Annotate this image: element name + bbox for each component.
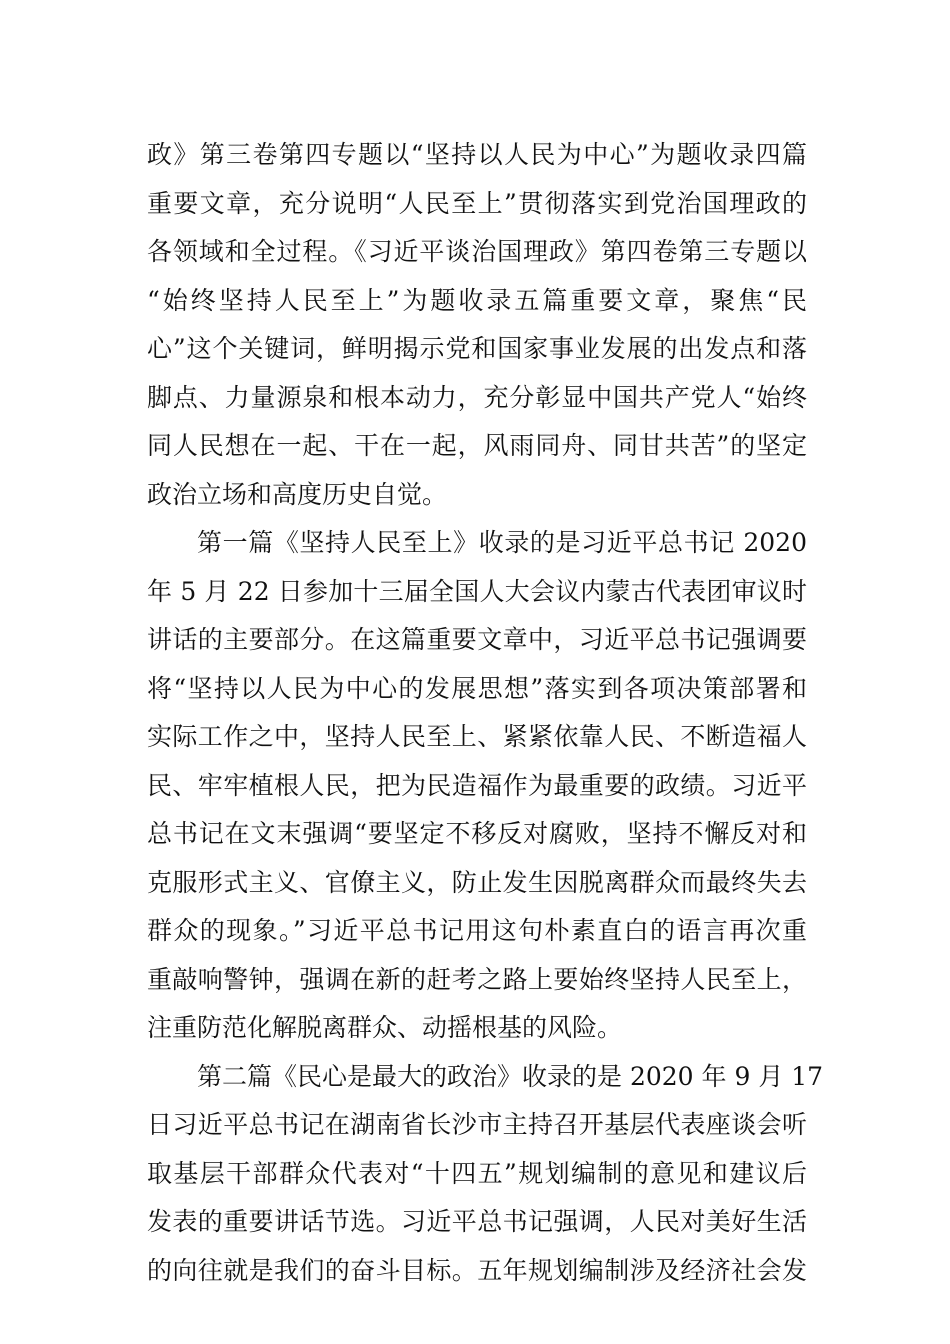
text-line: 发表的重要讲话节选。习近平总书记强调，人民对美好生活	[147, 1207, 807, 1236]
text-line: 总书记在文末强调“要坚定不移反对腐败，坚持不懈反对和	[147, 819, 807, 848]
text-line: 重敲响警钟，强调在新的赶考之路上要始终坚持人民至上，	[147, 964, 807, 994]
text-line: 取基层干部群众代表对“十四五”规划编制的意见和建议后	[147, 1158, 807, 1188]
paragraph-first-line: 第二篇《民心是最大的政治》收录的是 2020 年 9 月 17	[197, 1061, 824, 1091]
text-line: 脚点、力量源泉和根本动力，充分彰显中国共产党人“始终	[147, 382, 807, 412]
text-line: 讲话的主要部分。在这篇重要文章中，习近平总书记强调要	[147, 625, 807, 654]
text-line: 心”这个关键词，鲜明揭示党和国家事业发展的出发点和落	[147, 334, 807, 363]
document-body	[147, 131, 824, 1295]
text-line: 注重防范化解脱离群众、动摇根基的风险。	[147, 1013, 623, 1042]
paragraph-first-line: 第一篇《坚持人民至上》收录的是习近平总书记 2020	[197, 528, 807, 557]
text-line: 各领域和全过程。《习近平谈治国理政》第四卷第三专题以	[147, 237, 807, 266]
text-line: 民、牢牢植根人民，把为民造福作为最重要的政绩。习近平	[147, 770, 807, 800]
text-line: 日习近平总书记在湖南省长沙市主持召开基层代表座谈会听	[147, 1110, 807, 1139]
text-line: 将“坚持以人民为中心的发展思想”落实到各项决策部署和	[147, 673, 807, 703]
text-line: 同人民想在一起、干在一起，风雨同舟、同甘共苦”的坚定	[147, 431, 807, 460]
text-line: 政治立场和高度历史自觉。	[147, 479, 448, 509]
text-line: 政》第三卷第四专题以“坚持以人民为中心”为题收录四篇	[147, 140, 807, 169]
text-line: 年 5 月 22 日参加十三届全国人大会议内蒙古代表团审议时	[147, 576, 807, 606]
text-line: 重要文章，充分说明“人民至上”贯彻落实到党治国理政的	[147, 188, 807, 218]
text-line: 群众的现象。”习近平总书记用这句朴素直白的语言再次重	[147, 916, 807, 945]
text-line: 实际工作之中，坚持人民至上、紧紧依靠人民、不断造福人	[147, 722, 807, 751]
text-line: 克服形式主义、官僚主义，防止发生因脱离群众而最终失去	[147, 867, 807, 897]
text-line: 的向往就是我们的奋斗目标。五年规划编制涉及经济社会发	[147, 1255, 807, 1285]
text-line: “始终坚持人民至上”为题收录五篇重要文章，聚焦“民	[147, 285, 807, 315]
